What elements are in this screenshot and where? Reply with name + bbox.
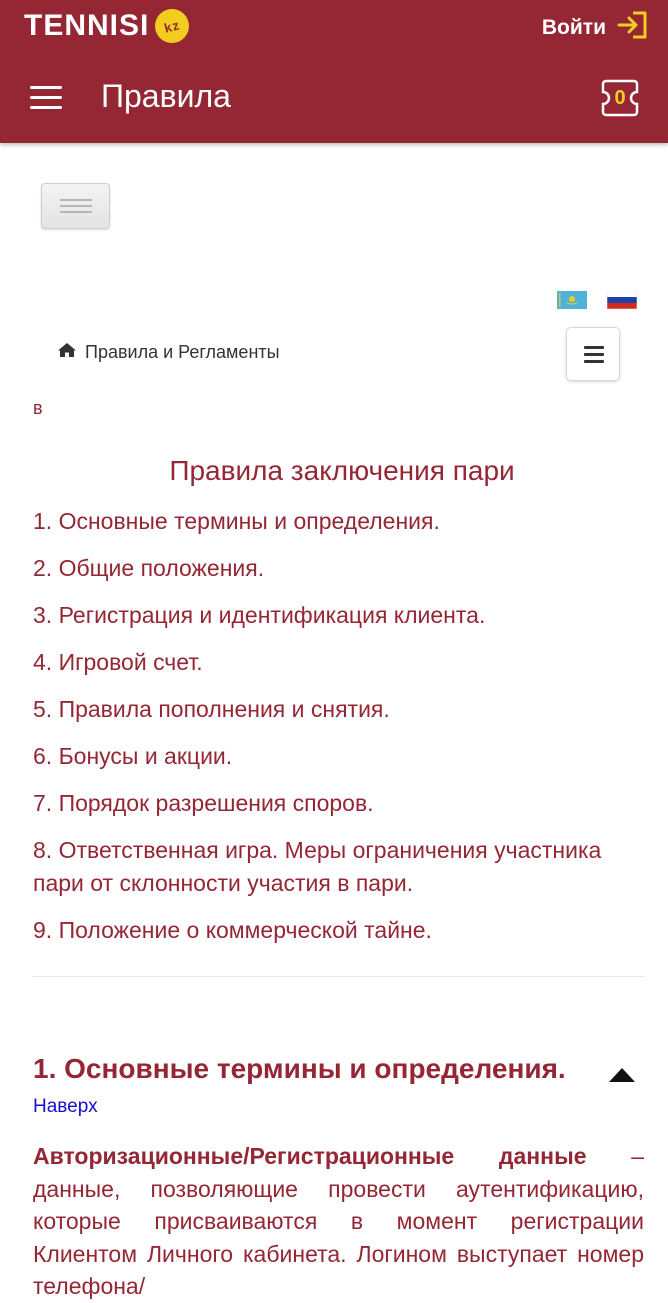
login-button[interactable] [542,10,648,46]
toc-link[interactable]: 7. Порядок разрешения споров. [33,790,374,816]
toc-link[interactable]: 1. Основные термины и определения. [33,508,440,534]
ticket-icon[interactable] [600,78,640,118]
home-icon[interactable] [57,342,77,363]
definition-term: Авторизационные/Регистрационные данные [33,1143,587,1169]
definition-paragraph [33,1140,644,1303]
breadcrumb [57,342,280,363]
brand-badge: kz [152,5,194,47]
app-header [0,0,668,143]
toc-link[interactable]: 5. Правила пополнения и снятия. [33,696,390,722]
toc-link[interactable]: 4. Игровой счет. [33,649,203,675]
breadcrumb-label[interactable]: Правила и Регламенты [85,342,280,362]
toc-link[interactable]: 2. Общие положения. [33,555,265,581]
coupon-count: 0 [614,86,626,109]
toc-link[interactable]: 8. Ответственная игра. Меры ограничения участника пари от склонности участия в пари. [33,837,602,896]
collapse-arrow-icon[interactable] [609,1068,635,1082]
toc-link[interactable]: 9. Положение о коммерческой тайне. [33,917,432,943]
hamburger-icon[interactable] [30,86,62,110]
rules-title: Правила заключения пари [169,455,515,486]
page-title: Правила [101,78,231,114]
login-label: Войти [541,16,606,39]
secondary-menu-toggle[interactable] [41,183,110,229]
section-heading: 1. Основные термины и определения. [33,1053,566,1084]
toc-link[interactable]: 6. Бонусы и акции. [33,743,233,769]
back-to-top-link[interactable]: Наверх [33,1096,98,1117]
divider [33,976,645,977]
rules-toc [33,505,643,961]
brand-logo[interactable] [24,8,189,44]
rules-menu-button[interactable] [566,327,620,381]
stray-text: в [33,398,43,418]
kazakhstan-flag-icon[interactable] [557,291,587,309]
login-arrow-icon [616,10,648,46]
definition-text: – данные, позволяющие провести аутентификацию, которые присваиваются в момент регистрации Клиентом Личного кабинета. Логином выступает номер телефона/ [33,1143,644,1299]
russia-flag-icon[interactable] [607,291,637,309]
toc-link[interactable]: 3. Регистрация и идентификация клиента. [33,602,486,628]
brand-name: TENNISI [24,9,150,42]
